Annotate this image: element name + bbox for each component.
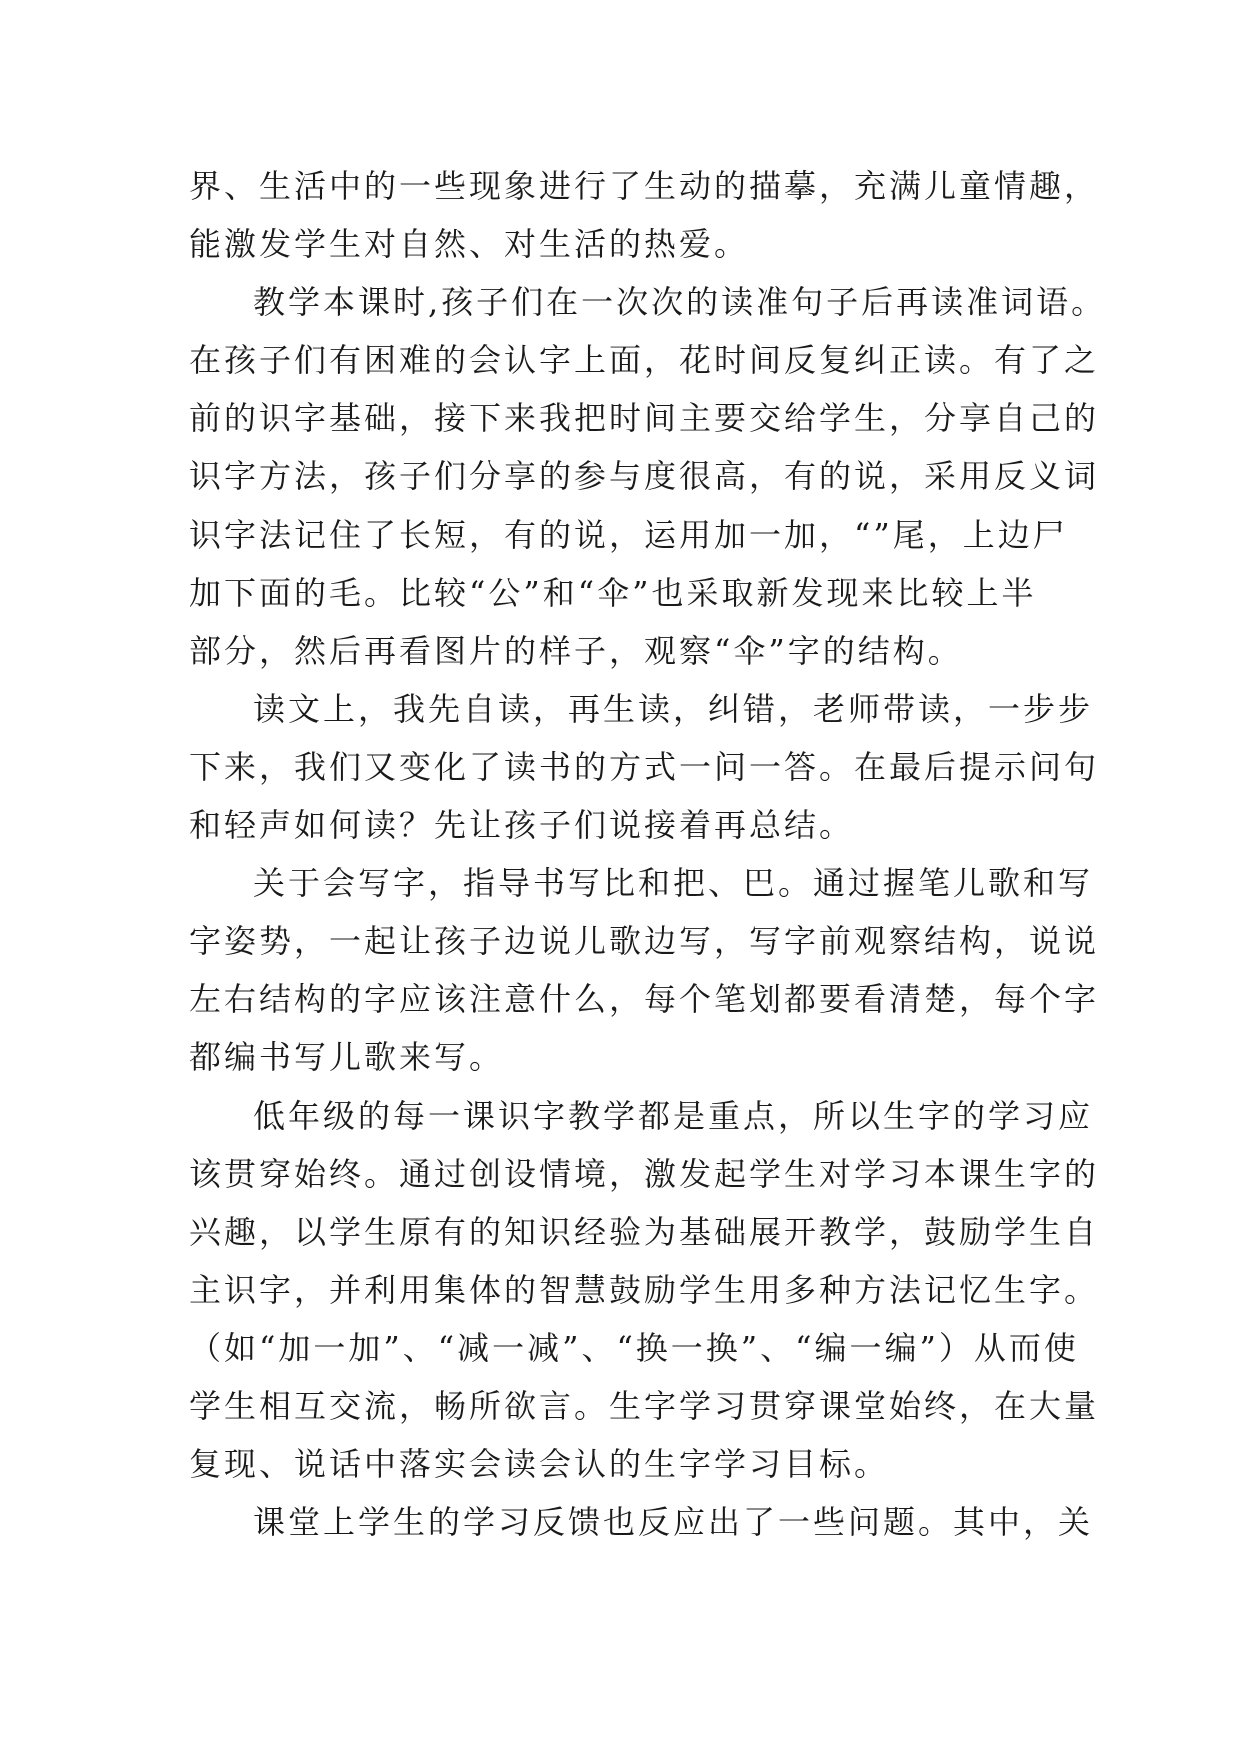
text-line: 识字法记住了长短，有的说，运用加一加，“”尾，上边尸: [189, 515, 1068, 554]
text-line: 关于会写字，指导书写比和把、巴。通过握笔儿歌和写: [253, 864, 1094, 903]
text-line: 兴趣，以学生原有的知识经验为基础展开教学，鼓励学生自: [189, 1212, 1100, 1251]
body-text: [189, 157, 1107, 1551]
text-line: 复现、说话中落实会读会认的生字学习目标。: [189, 1445, 890, 1484]
text-line: 下来，我们又变化了读书的方式一问一答。在最后提示问句: [189, 747, 1100, 786]
text-line: 在孩子们有困难的会认字上面，花时间反复纠正读。有了之: [189, 341, 1100, 380]
text-line: 都编书写儿歌来写。: [189, 1038, 505, 1077]
text-line: 识字方法，孩子们分享的参与度很高，有的说，采用反义词: [189, 457, 1100, 496]
text-line: 低年级的每一课识字教学都是重点，所以生字的学习应: [253, 1096, 1094, 1135]
text-line: 前的识字基础，接下来我把时间主要交给学生，分享自己的: [189, 399, 1100, 438]
text-line: 课堂上学生的学习反馈也反应出了一些问题。其中，关: [253, 1503, 1094, 1542]
text-line: 字姿势，一起让孩子边说儿歌边写，写字前观察结构，说说: [189, 922, 1100, 961]
text-line: 左右结构的字应该注意什么，每个笔划都要看清楚，每个字: [189, 980, 1100, 1019]
text-line: 部分，然后再看图片的样子，观察“伞”字的结构。: [189, 631, 963, 670]
text-line: （如“加一加”、“减一减”、“换一换”、“编一编”）从而使: [189, 1328, 1079, 1367]
text-line: 能激发学生对自然、对生活的热爱。: [189, 225, 750, 264]
text-line: 加下面的毛。比较“公”和“伞”也采取新发现来比较上半: [189, 573, 1037, 612]
text-line: 学生相互交流，畅所欲言。生字学习贯穿课堂始终，在大量: [189, 1386, 1100, 1425]
text-line: 读文上，我先自读，再生读，纠错，老师带读，一步步: [253, 689, 1094, 728]
text-line: 主识字，并利用集体的智慧鼓励学生用多种方法记忆生字。: [189, 1270, 1100, 1309]
text-line: 和轻声如何读？先让孩子们说接着再总结。: [189, 806, 855, 845]
text-line: 该贯穿始终。通过创设情境，激发起学生对学习本课生字的: [189, 1154, 1100, 1193]
text-line: 教学本课时,孩子们在一次次的读准句子后再读准词语。: [253, 283, 1107, 322]
text-line: 界、生活中的一些现象进行了生动的描摹，充满儿童情趣，: [189, 167, 1100, 205]
